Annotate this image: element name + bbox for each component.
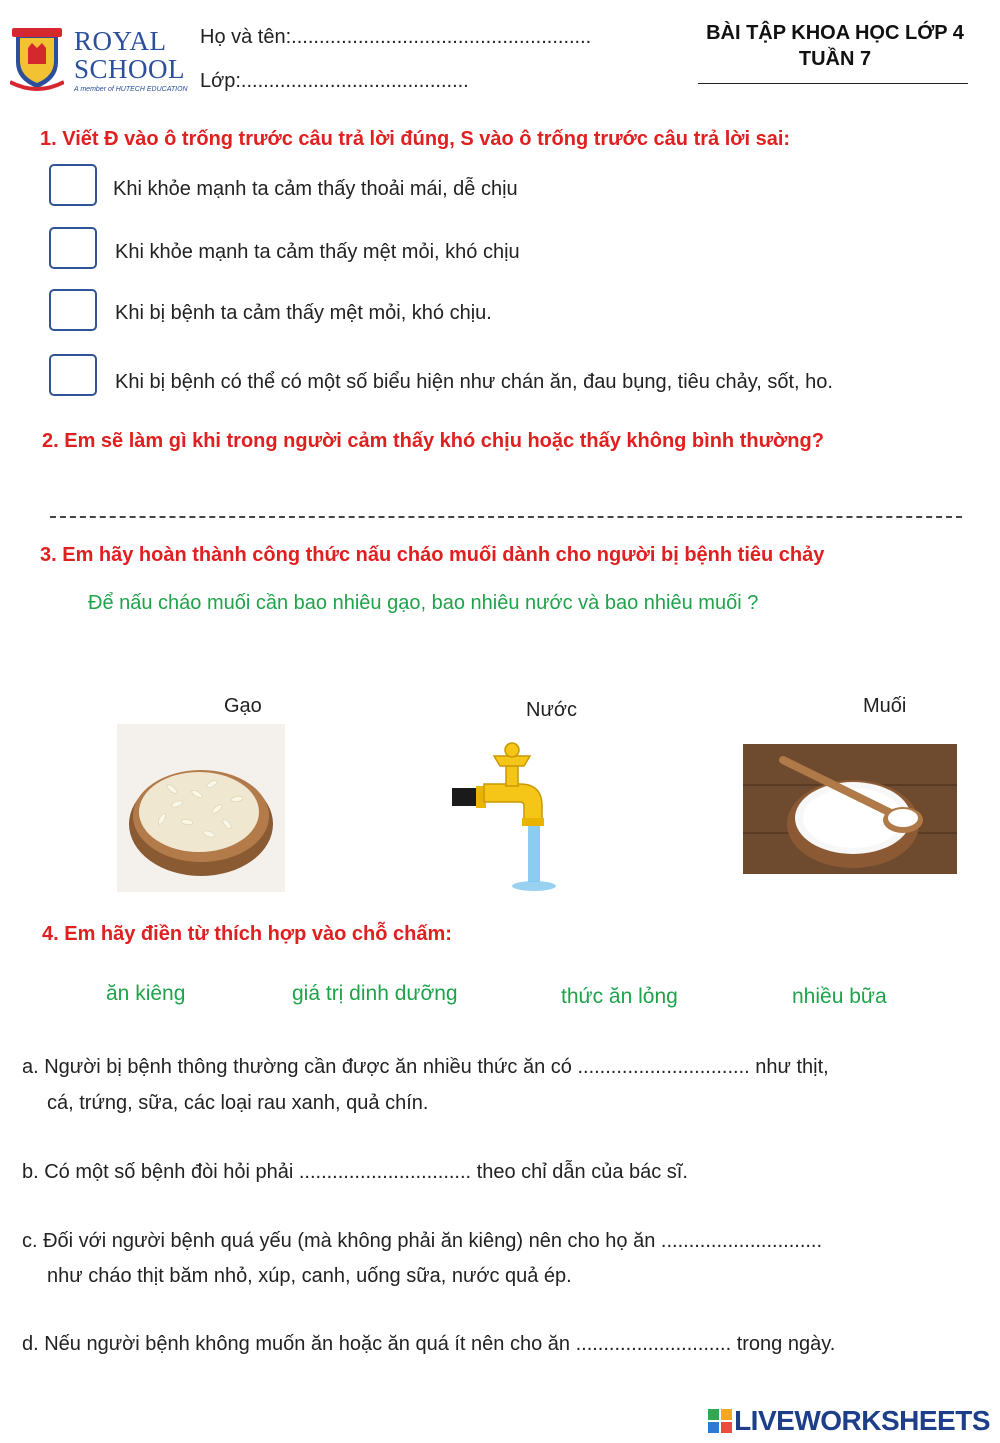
word-choice-gia-tri-dinh-duong[interactable]: giá trị dinh dưỡng [292,982,458,1005]
worksheet-title [690,20,980,72]
word-choice-thuc-an-long[interactable]: thức ăn lỏng [561,985,678,1008]
statement-4: Khi bị bệnh có thể có một số biểu hiện như chán ăn, đau bụng, tiêu chảy, sốt, ho. [115,371,833,393]
statement-3: Khi bị bệnh ta cảm thấy mệt mỏi, khó chịu. [115,302,492,324]
statement-2: Khi khỏe mạnh ta cảm thấy mệt mỏi, khó chịu [115,241,520,263]
header-divider [698,83,968,84]
word-choice-an-kieng[interactable]: ăn kiêng [106,982,186,1005]
question-2-title: 2. Em sẽ làm gì khi trong người cảm thấy khó chịu hoặc thấy không bình thường? [42,430,824,452]
label-water: Nước [526,699,577,721]
sentence-c-line2: như cháo thịt băm nhỏ, xúp, canh, uống sữa, nước quả ép. [47,1265,572,1287]
liveworksheets-logo-icon [708,1409,732,1433]
question-3-title: 3. Em hãy hoàn thành công thức nấu cháo muối dành cho người bị bệnh tiêu chảy [40,544,825,566]
logo-school-text: SCHOOL [74,54,186,84]
rice-bowl-image [117,724,285,892]
logo-tagline: A member of HUTECH EDUCATION [74,86,188,93]
sentence-a-line1: a. Người bị bệnh thông thường cần được ăn nhiều thức ăn có ............................... như thịt, [22,1056,829,1078]
class-field[interactable]: Lớp:......................................... [200,70,469,92]
salt-bowl-image [743,744,957,874]
question-3-prompt: Để nấu cháo muối cần bao nhiêu gạo, bao nhiêu nước và bao nhiêu muối ? [88,592,759,614]
sentence-d: d. Nếu người bệnh không muốn ăn hoặc ăn quá ít nên cho ăn ............................ trong ngày. [22,1333,836,1355]
word-choice-nhieu-bua[interactable]: nhiều bữa [792,985,887,1008]
student-name-field[interactable]: Họ và tên:...................................................... [200,26,592,48]
answer-box-2[interactable] [49,227,97,269]
label-salt: Muối [863,695,907,717]
sentence-c-line1: c. Đối với người bệnh quá yếu (mà không phải ăn kiêng) nên cho họ ăn ............................. [22,1230,823,1252]
sentence-b: b. Có một số bệnh đòi hỏi phải ............................... theo chỉ dẫn của bác sĩ. [22,1161,688,1183]
worksheet-title-line2: TUẦN 7 [798,48,872,70]
sentence-a-line2: cá, trứng, sữa, các loại rau xanh, quả chín. [47,1092,429,1114]
question-4-title: 4. Em hãy điền từ thích hợp vào chỗ chấm: [42,923,452,945]
liveworksheets-brand-text: LIVEWORKSHEETS [734,1405,990,1436]
answer-box-3[interactable] [49,289,97,331]
school-crest-icon [10,26,64,92]
statement-1: Khi khỏe mạnh ta cảm thấy thoải mái, dễ chịu [113,178,518,200]
question-2-answer-input[interactable] [50,494,962,518]
worksheet-title-line1: BÀI TẬP KHOA HỌC LỚP 4 [706,22,964,44]
label-rice: Gạo [224,695,262,717]
question-1-title: 1. Viết Đ vào ô trống trước câu trả lời đúng, S vào ô trống trước câu trả lời sai: [40,128,791,150]
logo-royal-text: ROYAL [74,26,167,56]
water-tap-image [450,740,570,895]
answer-box-4[interactable] [49,354,97,396]
school-logo [6,22,196,98]
liveworksheets-brand [708,1405,990,1437]
answer-box-1[interactable] [49,164,97,206]
